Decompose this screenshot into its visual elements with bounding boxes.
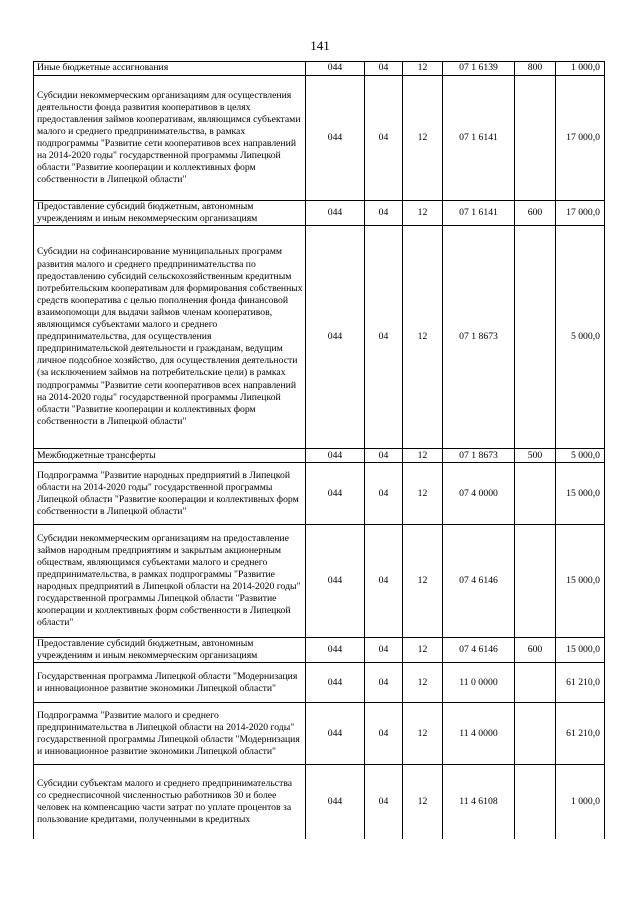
- amount: 61 210,0: [556, 703, 605, 765]
- expense-type-code: [515, 663, 556, 703]
- target-article-code: 07 1 6139: [443, 62, 515, 76]
- subsection-code: 12: [403, 463, 443, 525]
- table-row: [34, 226, 605, 449]
- target-article-code: 07 1 6141: [443, 201, 515, 226]
- subsection-code: 12: [403, 703, 443, 765]
- expense-type-code: [515, 226, 556, 449]
- amount: 5 000,0: [556, 449, 605, 463]
- amount: 5 000,0: [556, 226, 605, 449]
- target-article-code: 11 0 0000: [443, 663, 515, 703]
- table-row: [34, 638, 605, 663]
- row-description: Субсидии некоммерческим организациям для осуществления деятельности фонда развития кооперативов в целях предоставления займов кооперативам, являющимся субъектами малого и среднего предпринимательства, в рамках подпрограммы "Развитие сети кооперативов всех направлений на 2014-2020 годы" государственной программы Липецкой области "Развитие кооперации и коллективных форм собственности в Липецкой области": [34, 76, 306, 201]
- table-row: [34, 62, 605, 76]
- ministry-code: 044: [306, 663, 365, 703]
- row-description: Предоставление субсидий бюджетным, автономным учреждениям и иным некоммерческим организациям: [34, 638, 306, 663]
- amount: 17 000,0: [556, 201, 605, 226]
- section-code: 04: [365, 463, 403, 525]
- page-number: 141: [310, 38, 330, 53]
- expense-type-code: [515, 525, 556, 638]
- row-description: Иные бюджетные ассигнования: [34, 62, 306, 76]
- subsection-code: 12: [403, 226, 443, 449]
- expense-type-code: [515, 765, 556, 839]
- target-article-code: 07 1 8673: [443, 449, 515, 463]
- section-code: 04: [365, 638, 403, 663]
- section-code: 04: [365, 663, 403, 703]
- table-row: [34, 463, 605, 525]
- section-code: 04: [365, 765, 403, 839]
- row-description: Подпрограмма "Развитие народных предприятий в Липецкой области на 2014-2020 годы" государственной программы Липецкой области "Развитие кооперации и коллективных форм собственности в Липецкой области": [34, 463, 306, 525]
- ministry-code: 044: [306, 638, 365, 663]
- row-description: Субсидии некоммерческим организациям на предоставление займов народным предприятиям и закрытым акционерным обществам, являющимся субъектами малого и среднего предпринимательства, в рамках подпрограммы "Развитие народных предприятий в Липецкой области на 2014-2020 годы" государственной программы Липецкой области "Развитие кооперации и коллективных форм собственности в Липецкой области": [34, 525, 306, 638]
- row-description: Субсидии на софинансирование муниципальных программ развития малого и среднего предпринимательства по предоставлению субсидий сельскохозяйственным кредитным потребительским кооперативам для формирования собственных средств кооператива с целью пополнения фонда финансовой взаимопомощи для выдачи займов членам кооперативов, являющимся субъектами малого и среднего предпринимательства, для осуществления предпринимательской деятельности и гражданам, ведущим личное подсобное хозяйство, для осуществления деятельности (за исключением займов на потребительские цели) в рамках подпрограммы "Развитие сети кооперативов всех направлений на 2014-2020 годы" государственной программы Липецкой области "Развитие кооперации и коллективных форм собственности в Липецкой области": [34, 226, 306, 449]
- table-row: [34, 525, 605, 638]
- ministry-code: 044: [306, 226, 365, 449]
- table-row: [34, 449, 605, 463]
- amount: 15 000,0: [556, 638, 605, 663]
- subsection-code: 12: [403, 525, 443, 638]
- amount: 61 210,0: [556, 663, 605, 703]
- table-row: [34, 663, 605, 703]
- section-code: 04: [365, 703, 403, 765]
- subsection-code: 12: [403, 765, 443, 839]
- ministry-code: 044: [306, 76, 365, 201]
- amount: 1 000,0: [556, 765, 605, 839]
- table-row: [34, 201, 605, 226]
- amount: 17 000,0: [556, 76, 605, 201]
- ministry-code: 044: [306, 703, 365, 765]
- expense-type-code: 800: [515, 62, 556, 76]
- budget-table: [33, 61, 605, 839]
- expense-type-code: 600: [515, 638, 556, 663]
- ministry-code: 044: [306, 463, 365, 525]
- section-code: 04: [365, 226, 403, 449]
- expense-type-code: [515, 76, 556, 201]
- section-code: 04: [365, 449, 403, 463]
- target-article-code: 07 1 6141: [443, 76, 515, 201]
- row-description: Межбюджетные трансферты: [34, 449, 306, 463]
- amount: 15 000,0: [556, 463, 605, 525]
- subsection-code: 12: [403, 62, 443, 76]
- ministry-code: 044: [306, 201, 365, 226]
- ministry-code: 044: [306, 62, 365, 76]
- ministry-code: 044: [306, 525, 365, 638]
- ministry-code: 044: [306, 449, 365, 463]
- subsection-code: 12: [403, 663, 443, 703]
- section-code: 04: [365, 201, 403, 226]
- expense-type-code: 600: [515, 201, 556, 226]
- subsection-code: 12: [403, 76, 443, 201]
- section-code: 04: [365, 62, 403, 76]
- ministry-code: 044: [306, 765, 365, 839]
- expense-type-code: 500: [515, 449, 556, 463]
- subsection-code: 12: [403, 201, 443, 226]
- row-description: Предоставление субсидий бюджетным, автономным учреждениям и иным некоммерческим организациям: [34, 201, 306, 226]
- amount: 1 000,0: [556, 62, 605, 76]
- section-code: 04: [365, 525, 403, 638]
- expense-type-code: [515, 463, 556, 525]
- target-article-code: 07 1 8673: [443, 226, 515, 449]
- target-article-code: 11 4 6108: [443, 765, 515, 839]
- subsection-code: 12: [403, 638, 443, 663]
- target-article-code: 11 4 0000: [443, 703, 515, 765]
- target-article-code: 07 4 6146: [443, 525, 515, 638]
- expense-type-code: [515, 703, 556, 765]
- table-row: [34, 76, 605, 201]
- target-article-code: 07 4 0000: [443, 463, 515, 525]
- row-description: Подпрограмма "Развитие малого и среднего предпринимательства в Липецкой области на 2014-2020 годы" государственной программы Липецкой области "Модернизация и инновационное развитие экономики Липецкой области": [34, 703, 306, 765]
- row-description: Субсидии субъектам малого и среднего предпринимательства со среднесписочной численностью работников 30 и более человек на компенсацию части затрат по уплате процентов за пользование кредитами, полученными в кредитных: [34, 765, 306, 839]
- row-description: Государственная программа Липецкой области "Модернизация и инновационное развитие экономики Липецкой области": [34, 663, 306, 703]
- amount: 15 000,0: [556, 525, 605, 638]
- table-row: [34, 765, 605, 839]
- table-row: [34, 703, 605, 765]
- subsection-code: 12: [403, 449, 443, 463]
- section-code: 04: [365, 76, 403, 201]
- target-article-code: 07 4 6146: [443, 638, 515, 663]
